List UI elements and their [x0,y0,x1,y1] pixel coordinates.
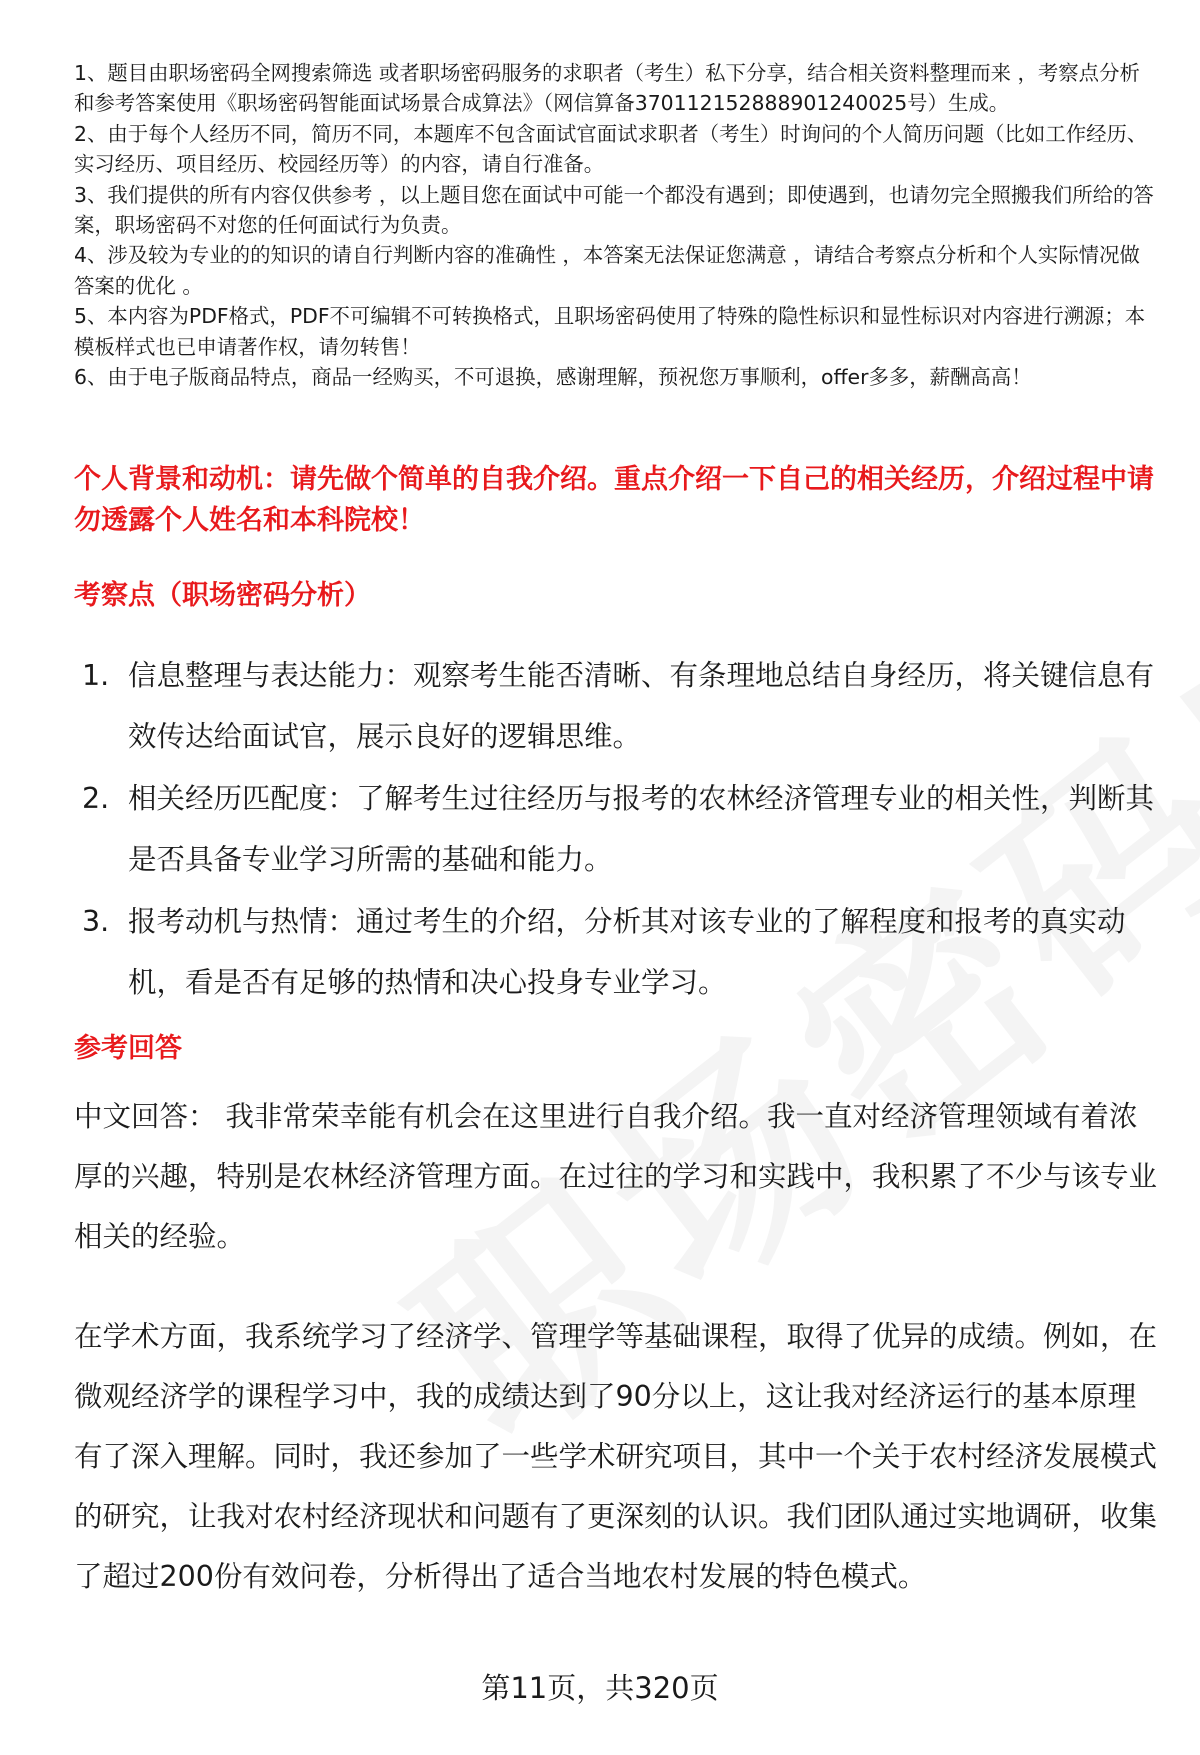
analysis-item-number: 1. [82,659,110,692]
page-number: 第11页，共320页 [481,1671,719,1705]
analysis-item [82,768,1162,890]
note-1: 1、题目由职场密码全网搜索筛选 或者职场密码服务的求职者（考生）私下分享，结合相关资料整理而来 ，考察点分析和参考答案使用《职场密码智能面试场景合成算法》（网信算备370112152888901240025号）生成。 [74,61,1140,116]
analysis-item-text: 相关经历匹配度：了解考生过往经历与报考的农林经济管理专业的相关性，判断其是否具备专业学习所需的基础和能力。 [128,782,1155,876]
note-4: 4、涉及较为专业的的知识的请自行判断内容的准确性 ，本答案无法保证您满意 ，请结合考察点分析和个人实际情况做答案的优化 。 [74,243,1140,298]
analysis-heading: 考察点（职场密码分析） [74,580,371,611]
analysis-item [82,891,1162,1013]
note-3: 3、我们提供的所有内容仅供参考 ，以上题目您在面试中可能一个都没有遇到；即使遇到，也请勿完全照搬我们所给的答案，职场密码不对您的任何面试行为负责。 [74,182,1154,238]
answer-paragraph-1: 中文回答： 我非常荣幸能有机会在这里进行自我介绍。我一直对经济管理领域有着浓厚的兴趣，特别是农林经济管理方面。在过往的学习和实践中，我积累了不少与该专业相关的经验。 [74,1100,1158,1253]
analysis-item-number: 2. [82,782,110,815]
analysis-list [82,645,1162,1014]
note-5: 5、本内容为PDF格式，PDF不可编辑不可转换格式，且职场密码使用了特殊的隐性标识和显性标识对内容进行溯源；本模板样式也已申请著作权，请勿转售！ [74,304,1146,359]
note-6: 6、由于电子版商品特点，商品一经购买，不可退换，感谢理解，预祝您万事顺利，offer多多，薪酬高高！ [74,365,1032,390]
answer-paragraph-2: 在学术方面，我系统学习了经济学、管理学等基础课程，取得了优异的成绩。例如，在微观经济学的课程学习中，我的成绩达到了90分以上，这让我对经济运行的基本原理有了深入理解。同时，我还参加了一些学术研究项目，其中一个关于农村经济发展模式的研究，让我对农村经济现状和问题有了更深刻的认识。我们团队通过实地调研，收集了超过200份有效问卷，分析得出了适合当地农村发展的特色模式。 [74,1320,1158,1593]
disclaimer-notes [74,58,1159,392]
analysis-item-text: 信息整理与表达能力：观察考生能否清晰、有条理地总结自身经历，将关键信息有效传达给面试官，展示良好的逻辑思维。 [128,659,1155,753]
answer-heading: 参考回答 [74,1033,182,1064]
analysis-item [82,645,1162,767]
question-title: 个人背景和动机：请先做个简单的自我介绍。重点介绍一下自己的相关经历，介绍过程中请勿透露个人姓名和本科院校！ [74,464,1154,536]
note-2: 2、由于每个人经历不同，简历不同，本题库不包含面试官面试求职者（考生）时询问的个人简历问题（比如工作经历、实习经历、项目经历、校园经历等）的内容，请自行准备。 [74,121,1148,177]
analysis-item-text: 报考动机与热情：通过考生的介绍，分析其对该专业的了解程度和报考的真实动机，看是否有足够的热情和决心投身专业学习。 [128,905,1126,999]
analysis-item-number: 3. [82,905,110,938]
